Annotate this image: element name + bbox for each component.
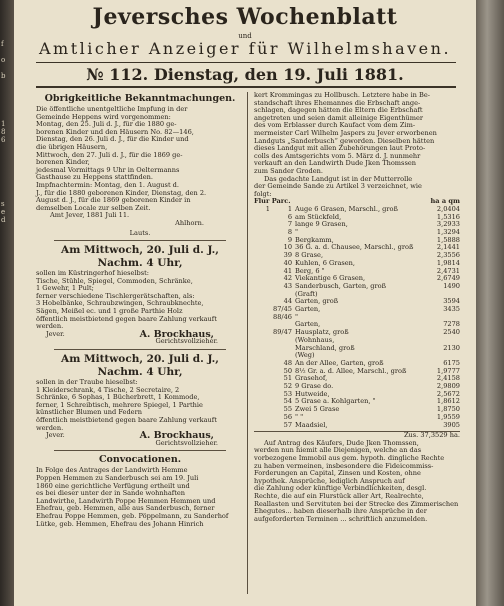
parcel-flur: [254, 314, 273, 322]
parcel-number: 8: [287, 228, 293, 237]
parcel-flur: [254, 275, 273, 283]
auction1-role: Gerichtsvollzieher.: [155, 337, 218, 346]
parcel-flur: [254, 291, 273, 299]
parcel-area: 1,5888: [436, 235, 460, 244]
separator: [54, 450, 226, 451]
margin-char: e: [1, 208, 6, 216]
parcel-number: 9: [287, 235, 293, 244]
parcel-number: 40: [283, 258, 293, 267]
parcel-flur: [254, 375, 273, 383]
text-line: werden.: [36, 322, 64, 331]
parcel-flur: [254, 414, 273, 422]
parcel-flur: [254, 237, 273, 245]
parcel-number: 1: [287, 204, 293, 213]
parcel-area: 2,0404: [436, 204, 460, 213]
masthead-rule-bottom: [36, 86, 456, 88]
obrig-heading: Obrigkeitliche Bekanntmachungen.: [44, 93, 236, 104]
parcel-area: 1490: [443, 281, 460, 290]
text-line: zum Sander Groden.: [254, 166, 323, 175]
text-line: Schränke, 6 Sophas, 1 Bücherbrett, 1 Kommode,: [36, 393, 200, 402]
parcel-total: Zus. 37,3529 ha.: [254, 431, 460, 440]
parcel-area: 1,8612: [436, 397, 460, 406]
text-line: folgt:: [254, 189, 272, 198]
text-line: werden.: [36, 423, 64, 432]
text-line: es bei dieser unter der in Sande wohnhaften: [36, 489, 186, 498]
text-line: colls des Amtsgerichts vom 5. März d. J. nunmehr: [254, 151, 421, 160]
parcel-flur: [254, 252, 273, 260]
parcel-table: [254, 206, 460, 429]
text-line: künstlicher Blumen und Federn: [36, 408, 142, 417]
parcel-description: Bergkamm,: [295, 235, 334, 244]
parcel-description: (Weg): [295, 351, 315, 360]
masthead-rule-top: [36, 62, 456, 63]
parcel-row: [254, 314, 460, 322]
table-header-flur: Flur Parc.: [254, 197, 291, 206]
text-line: Gasthause zu Heppens stattfinden.: [36, 173, 153, 182]
parcel-number: 50: [283, 366, 293, 375]
parcel-number: 88/46: [273, 312, 293, 321]
auction2-place: Jever.: [46, 431, 65, 440]
text-line: öffentlich meistbietend gegen baare Zahlung verkauft: [36, 314, 217, 323]
parcel-flur: [254, 214, 273, 222]
text-line: Mittwoch, den 27. Juli d. J., für die 1869 ge-: [36, 150, 183, 159]
parcel-description: (Graft): [295, 289, 318, 298]
text-line: ferner, 1 Schreibtisch, mehrere Spiegel, 1 Parthie: [36, 400, 203, 409]
parcel-flur: [254, 329, 273, 337]
parcel-description: Viekantige 6 Grasen,: [295, 274, 366, 283]
text-line: der Gemeinde Sande zu Artikel 3 verzeichnet, wie: [254, 182, 422, 191]
parcel-flur: [254, 345, 273, 353]
parcel-row: [254, 206, 460, 214]
auction2-role: Gerichtsvollzieher.: [155, 438, 218, 447]
convocation-heading: Convocationen.: [98, 454, 182, 466]
parcel-area: 3435: [443, 305, 460, 314]
parcel-description: Garten, groß: [295, 297, 339, 306]
parcel-number: 89/47: [273, 328, 293, 337]
parcel-flur: [254, 337, 273, 345]
text-line: In Folge des Antrages der Landwirth Hemme: [36, 466, 188, 475]
parcel-description: Maadsiel,: [295, 420, 328, 429]
parcel-area: 3905: [443, 420, 460, 429]
parcel-description: lange 9 Grasen,: [295, 220, 348, 229]
parcel-description: An der Allee, Garten, groß: [295, 358, 384, 367]
parcel-flur: [254, 229, 273, 237]
parcel-area: 2,6749: [436, 274, 460, 283]
parcel-flur: [254, 391, 273, 399]
margin-char: s: [1, 200, 5, 208]
parcel-row: [254, 337, 460, 345]
text-line: Ehegutes... haben dieserhalb ihre Ansprüche in der: [254, 507, 427, 516]
text-line: Reallasten und Servituten bei der Strecke des Zimmerischen: [254, 499, 459, 508]
parcel-area: 2,4158: [436, 374, 460, 383]
parcel-description: 9 Grase do.: [295, 382, 334, 391]
parcel-area: 1,9777: [436, 366, 460, 375]
parcel-number: 52: [283, 382, 293, 391]
text-line: Die öffentliche unentgeltliche Impfung in der: [36, 105, 188, 113]
masthead-und: und: [238, 32, 252, 40]
auction1-name: A. Brockhaus,: [139, 328, 214, 340]
separator: [54, 240, 226, 241]
text-line: Sägen, Meißel ec. und 1 große Parthie Holz: [36, 307, 183, 316]
parcel-number: 42: [283, 274, 293, 283]
parcel-area: 2540: [443, 328, 460, 337]
auction1-place: Jever.: [46, 329, 65, 338]
margin-char: b: [1, 72, 6, 80]
parcel-flur: [254, 306, 273, 314]
text-line: Das gedachte Landgut ist in der Mutterrolle: [264, 174, 413, 183]
text-line: 1860 eine gerichtliche Verfügung ertheilt und: [36, 481, 190, 490]
text-line: 1 Kleiderschrank, 4 Tische, 2 Secretaire, 2: [36, 385, 180, 394]
parcel-description: 8½ Gr. a. d. Allee, Marschl., groß: [295, 366, 407, 375]
text-line: dieses Landgut mit allen Zubehörungen laut Proto-: [254, 144, 426, 153]
text-line: August d. J., für die 1869 geborenen Kinder in: [36, 196, 191, 205]
parcel-number: 6: [287, 212, 293, 221]
text-line: aufgeforderten Terminen ... schriftlich anzumelden.: [254, 514, 428, 523]
parcel-number: 87/45: [273, 305, 293, 314]
text-line: Impfnachtermin: Montag, den 1. August d.: [36, 180, 180, 189]
margin-char: 6: [1, 136, 6, 144]
parcel-area: 1,9559: [436, 412, 460, 421]
text-line: sollen im Küstringerhof hieselbst:: [36, 269, 149, 278]
left-column: [36, 92, 244, 528]
section-label: Lauts.: [129, 228, 151, 237]
parcel-flur: [254, 406, 273, 414]
parcel-flur: [254, 260, 273, 268]
parcel-area: 7278: [443, 320, 460, 329]
parcel-number: 53: [283, 389, 293, 398]
text-line: Lütke, geb. Hemmen, Ehefrau des Johann Hinrich: [36, 519, 204, 528]
text-line: zu haben vermeinen, insbesondere die Fideicommiss-: [254, 461, 434, 470]
issue-line: № 112. Dienstag, den 19. Juli 1881.: [86, 65, 404, 84]
separator: [54, 349, 226, 350]
parcel-description: (Wohnhaus,: [295, 335, 335, 344]
parcel-number: [273, 337, 295, 345]
parcel-description: Hutweide,: [295, 389, 330, 398]
text-line: 1 Gewehr, 1 Pult;: [36, 284, 94, 293]
auction2-name: A. Brockhaus,: [139, 430, 214, 442]
margin-char: 8: [1, 128, 6, 136]
parcel-flur: [254, 221, 273, 229]
parcel-number: 7: [287, 220, 293, 229]
parcel-number: 44: [283, 297, 293, 306]
parcel-flur: [254, 352, 273, 360]
margin-char: f: [1, 40, 4, 48]
parcel-area: 1,9814: [436, 258, 460, 267]
obrig-signature: Amt Jever, 1881 Juli 11.: [50, 211, 130, 220]
parcel-number: 55: [283, 405, 293, 414]
table-header-area: ha a qm: [430, 197, 460, 206]
text-line: demselben Locale zur selben Zeit.: [36, 203, 151, 212]
parcel-number: 39: [283, 251, 293, 260]
parcel-flur: [254, 422, 273, 430]
parcel-description: " ": [295, 412, 304, 421]
parcel-area: 1,3294: [436, 228, 460, 237]
parcel-area: 2,1441: [436, 243, 460, 252]
parcel-area: 3,2933: [436, 220, 460, 229]
parcel-flur: 1: [265, 204, 270, 213]
parcel-flur: [254, 383, 273, 391]
parcel-description: am Stückfeld,: [295, 212, 342, 221]
parcel-number: 43: [283, 281, 293, 290]
parcel-flur: [254, 321, 273, 329]
text-line: ferner verschiedene Tischlergerätschaften, als:: [36, 291, 195, 300]
text-line: Forderungen an Capital, Zinsen und Kosten, ohne: [254, 469, 421, 478]
parcel-area: 2,4731: [436, 266, 460, 275]
text-line: Ehefrau Poppe Hemmen, geb. Pöppelmann, zu Sanderhof: [36, 511, 229, 520]
auction1-time: Nachm. 4 Uhr,: [97, 257, 183, 270]
auction1-heading: Am Mittwoch, 20. Juli d. J.,: [61, 244, 219, 257]
margin-char: d: [1, 216, 6, 224]
parcel-description: 36 G. a. d. Chausee, Marschl., groß: [295, 243, 414, 252]
text-line: Montag, den 25. Juli d. J., für die 1880 ge-: [36, 120, 177, 129]
text-line: Ehefrau, geb. Hemmen, alle aus Sanderbusch, ferner: [36, 504, 215, 513]
parcel-row: [254, 229, 460, 237]
parcel-number: 10: [283, 243, 293, 252]
text-line: Tische, Stühle, Spiegel, Commoden, Schränke,: [36, 276, 193, 285]
text-line: J., für die 1880 geborenen Kinder, Dienstag, den 2.: [36, 188, 207, 197]
text-line: jedesmal Vormittags 9 Uhr in Oeltermanns: [36, 165, 180, 174]
parcel-description: Garten,: [295, 305, 321, 314]
parcel-description: ": [295, 228, 299, 237]
parcel-number: [273, 345, 295, 353]
text-line: Landwirthe, Landwirth Poppe Hemmen Hemmen und: [36, 496, 216, 505]
parcel-area: 2130: [443, 343, 460, 352]
parcel-description: 5 Grase a. Kohlgarten, ": [295, 397, 376, 406]
parcel-description: Sanderbusch, Garten, groß: [295, 281, 387, 290]
parcel-flur: [254, 360, 273, 368]
text-line: kert Krommingas zu Hollbusch. Letztere habe in Be-: [254, 91, 431, 99]
obrig-signature-name: Ahlhorn.: [175, 218, 204, 227]
parcel-description: Zwei 5 Grase: [295, 405, 340, 414]
margin-char: 1: [1, 120, 6, 128]
parcel-number: 41: [283, 266, 293, 275]
parcel-row: [254, 345, 460, 353]
parcel-description: Berg, 6 ": [295, 266, 325, 275]
parcel-description: Marschland, groß: [295, 343, 355, 352]
text-line: Gemeinde Heppens wird vorgenommen:: [36, 112, 171, 121]
parcel-description: Auge 6 Grasen, Marschl., groß: [295, 204, 398, 213]
text-line: schlagen, dagegen hätten die Eltern die Erbschaft: [254, 106, 423, 115]
parcel-area: 3594: [443, 297, 460, 306]
auction2-heading: Am Mittwoch, 20. Juli d. J.,: [61, 353, 219, 366]
parcel-number: 57: [283, 420, 293, 429]
parcel-area: 1,8750: [436, 405, 460, 414]
parcel-number: 48: [283, 358, 293, 367]
binding-gutter: [0, 0, 14, 606]
parcel-flur: [254, 283, 273, 291]
parcel-flur: [254, 244, 273, 252]
text-line: borenen Kinder,: [36, 158, 90, 167]
parcel-number: 51: [283, 374, 293, 383]
text-line: hypothek. Ansprüche, lediglich Anspruch auf: [254, 476, 405, 485]
parcel-description: Garten,: [295, 320, 321, 329]
parcel-row: [254, 283, 460, 291]
text-line: Landguts „Sanderbusch“ geworden. Dieselben hätten: [254, 136, 435, 145]
parcel-description: Grasehof,: [295, 374, 328, 383]
text-line: verkauft an den Landwirth Dude Jken Thomssen: [254, 159, 416, 168]
parcel-area: 6175: [443, 358, 460, 367]
text-line: die übrigen Häusern,: [36, 142, 108, 151]
auction2-time: Nachm. 4 Uhr,: [97, 366, 183, 379]
parcel-description: Kuhlen, 6 Grasen,: [295, 258, 356, 267]
text-line: sollen in der Traube hieselbst:: [36, 378, 138, 387]
text-line: Auf Antrag des Käufers, Dude Jken Thomssen,: [264, 438, 419, 447]
parcel-number: 54: [283, 397, 293, 406]
parcel-number: 56: [283, 412, 293, 421]
parcel-area: 2,9809: [436, 382, 460, 391]
parcel-flur: [254, 268, 273, 276]
masthead-subtitle: Amtlicher Anzeiger für Wilhelmshaven.: [38, 39, 452, 58]
parcel-area: 2,3556: [436, 251, 460, 260]
text-line: werden nun hiemit alle Diejenigen, welche an das: [254, 446, 422, 455]
parcel-description: 8 Grase,: [295, 251, 324, 260]
text-line: Dienstag, den 26. Juli d. J., für die Kinder und: [36, 135, 189, 144]
column-divider: [247, 92, 248, 594]
parcel-row: [254, 329, 460, 337]
parcel-area: 1,5316: [436, 212, 460, 221]
text-line: des vom Erblasser durch Kaufact vom dem Zim-: [254, 121, 416, 130]
parcel-flur: [254, 368, 273, 376]
text-line: die Zahlung oder künftige Verbindlichkeiten, desgl.: [254, 484, 427, 493]
parcel-row: [254, 221, 460, 229]
book-spine: [476, 0, 504, 606]
text-line: Poppen Hemmen zu Sanderbusch sei am 19. Juli: [36, 473, 199, 482]
text-line: Rechte, die auf ein Flurstück aller Art, Realrechte,: [254, 492, 424, 501]
parcel-row: [254, 422, 460, 430]
text-line: standschaft ihres Ehemannes die Erbschaft ange-: [254, 98, 421, 107]
text-line: borenen Kinder und den Häusern No. 82—146,: [36, 127, 194, 136]
text-line: mermeister Carl Wilhelm Jaspers zu Jever erworbenen: [254, 128, 437, 137]
parcel-description: ": [295, 312, 299, 321]
parcel-flur: [254, 398, 273, 406]
text-line: öffentlich meistbietend gegen baare Zahlung verkauft: [36, 416, 217, 424]
text-line: angetreten und seien damit alleinige Eigenthümer: [254, 113, 424, 122]
text-line: 3 Hobelbänke, Schraubzwingen, Schraubknechte,: [36, 299, 204, 308]
parcel-description: Hausplatz, groß: [295, 328, 349, 337]
newspaper-page: [14, 0, 476, 606]
parcel-flur: [254, 298, 273, 306]
text-line: vorbezogene Immobil aus gem. hypoth. dingliche Rechte: [254, 454, 445, 463]
right-column: [254, 92, 460, 523]
parcel-area: 2,5672: [436, 389, 460, 398]
margin-char: o: [1, 56, 6, 64]
parcel-row: [254, 214, 460, 222]
masthead-title: Jeversches Wochenblatt: [92, 4, 398, 30]
